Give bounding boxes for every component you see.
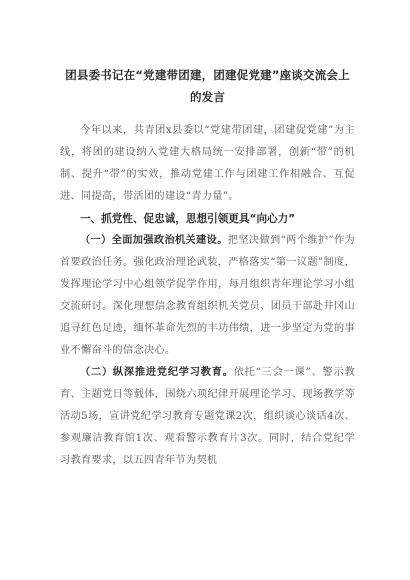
item-2-paragraph (60, 362, 355, 472)
title-line-1: 团县委书记在“党建带团建，团建促党建”座谈交流会上 (65, 68, 350, 82)
item-1-paragraph (60, 230, 355, 362)
item-2-heading: （二）纵深推进党纪学习教育。 (80, 367, 234, 378)
section-1-heading: 一、抓党性、促忠诚，思想引领更具“向心力” (80, 213, 296, 225)
title-line-2: 的发言 (189, 90, 226, 104)
item-2-text: 依托“三会一课”、警示教育、主题党日等载体，围绕六项纪律开展理论学习、现场教学等活动5场，宣讲党纪学习教育专题党课2次，组织谈心谈话4次、参观廉洁教育馆1次、观看警示教育片3次。同时，结合党纪学习教育要求，以五四青年节为契机 (60, 367, 355, 466)
document-title (60, 64, 355, 108)
item-1-text: 把坚决做到“两个维护”作为首要政治任务。强化政治理论武装，严格落实“第一议题”制度，发挥理论学习中心组领学促学作用，每月组织青年理论学习小组交流研讨。深化理想信念教育组织机关党员、团员干部赴井冈山追寻红色足迹，缅怀革命先烈的丰功伟绩，进一步坚定为党的事业不懈奋斗的信念决心。 (60, 235, 355, 356)
item-1-heading: （一）全面加强政治机关建设。 (80, 235, 228, 246)
intro-paragraph: 今年以来，共青团x县委以“党建带团建，团建促党建”为主线，将团的建设纳入党建大格局统一安排部署，创新“带”的机制、提升“带”的实效，推动党建工作与团建工作相融合、互促进、同提高，带活团的建设“青力量”。 (60, 125, 355, 202)
